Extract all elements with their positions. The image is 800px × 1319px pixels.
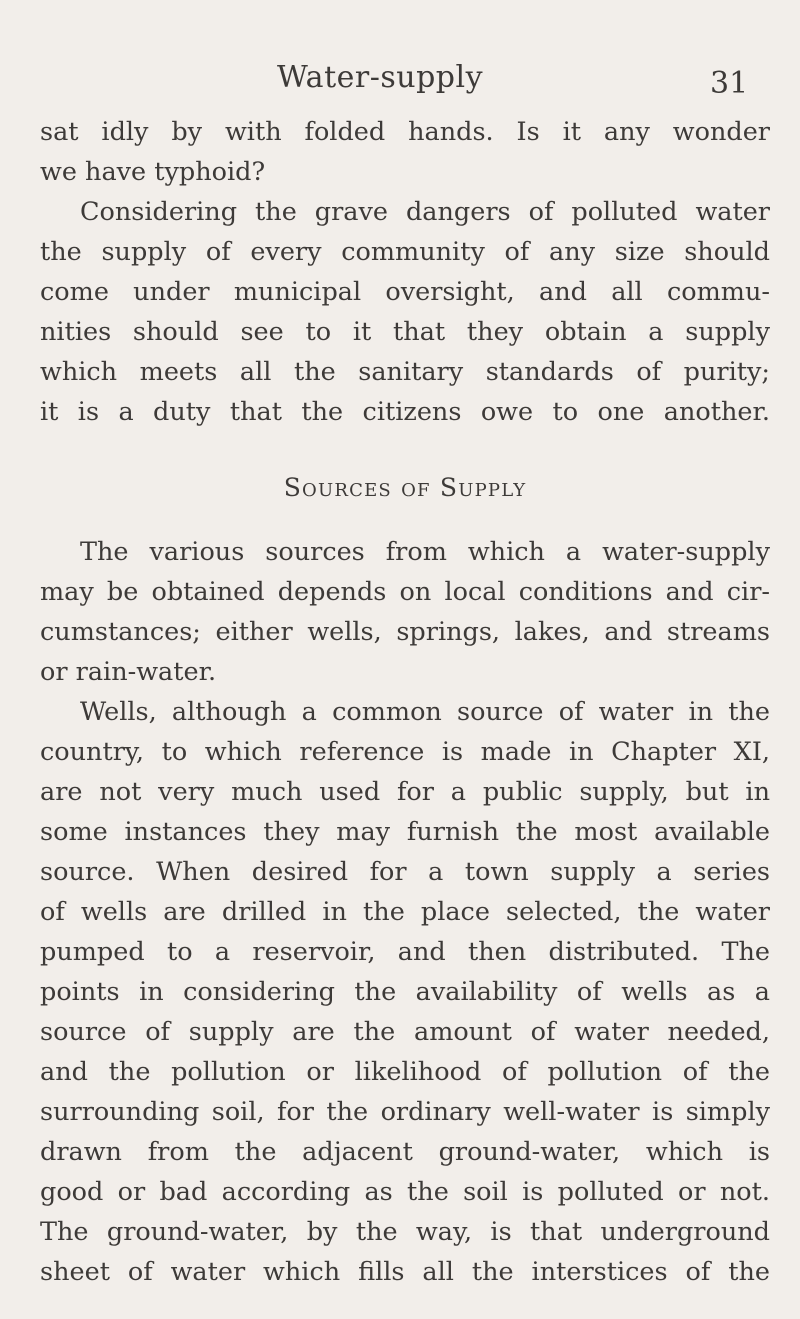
text-line: of wells are drilled in the place selected, the water xyxy=(40,897,770,927)
text-line: and the pollution or likelihood of pollution of the xyxy=(40,1057,770,1087)
text-line: pumped to a reservoir, and then distributed. The xyxy=(40,937,770,967)
text-line: may be obtained depends on local conditions and cir- xyxy=(40,577,770,607)
text-line: some instances they may furnish the most available xyxy=(40,817,770,847)
text-line: drawn from the adjacent ground-water, which is xyxy=(40,1137,770,1167)
text-line: source of supply are the amount of water needed, xyxy=(40,1017,770,1047)
running-title: Water-supply xyxy=(276,60,484,95)
text-line: points in considering the availability of wells as a xyxy=(40,977,770,1007)
text-line: sheet of water which fills all the interstices of the xyxy=(40,1257,770,1287)
text-line: Considering the grave dangers of polluted water xyxy=(80,197,770,227)
text-line: The various sources from which a water-supply xyxy=(80,537,770,567)
text-line: surrounding soil, for the ordinary well-water is simply xyxy=(40,1097,770,1127)
text-line: it is a duty that the citizens owe to one another. xyxy=(40,397,770,427)
text-line: or rain-water. xyxy=(40,657,217,687)
text-line: the supply of every community of any size should xyxy=(40,237,770,267)
text-line: good or bad according as the soil is polluted or not. xyxy=(40,1177,770,1207)
text-line: nities should see to it that they obtain a supply xyxy=(40,317,770,347)
running-head xyxy=(0,60,800,100)
section-heading: Sources of Supply xyxy=(283,473,527,502)
text-line: country, to which reference is made in Chapter XI, xyxy=(40,737,770,767)
text-line: The ground-water, by the way, is that underground xyxy=(40,1217,770,1247)
text-line: source. When desired for a town supply a series xyxy=(40,857,770,887)
text-line: sat idly by with folded hands. Is it any wonder xyxy=(40,117,770,147)
text-line: we have typhoid? xyxy=(40,157,266,187)
text-line: which meets all the sanitary standards of purity; xyxy=(40,357,770,387)
text-line: come under municipal oversight, and all commu- xyxy=(40,277,770,307)
text-line: cumstances; either wells, springs, lakes, and streams xyxy=(40,617,770,647)
text-line: are not very much used for a public supply, but in xyxy=(40,777,770,807)
page-number: 31 xyxy=(710,66,749,101)
text-line: Wells, although a common source of water in the xyxy=(80,697,770,727)
body-text xyxy=(40,112,770,1292)
